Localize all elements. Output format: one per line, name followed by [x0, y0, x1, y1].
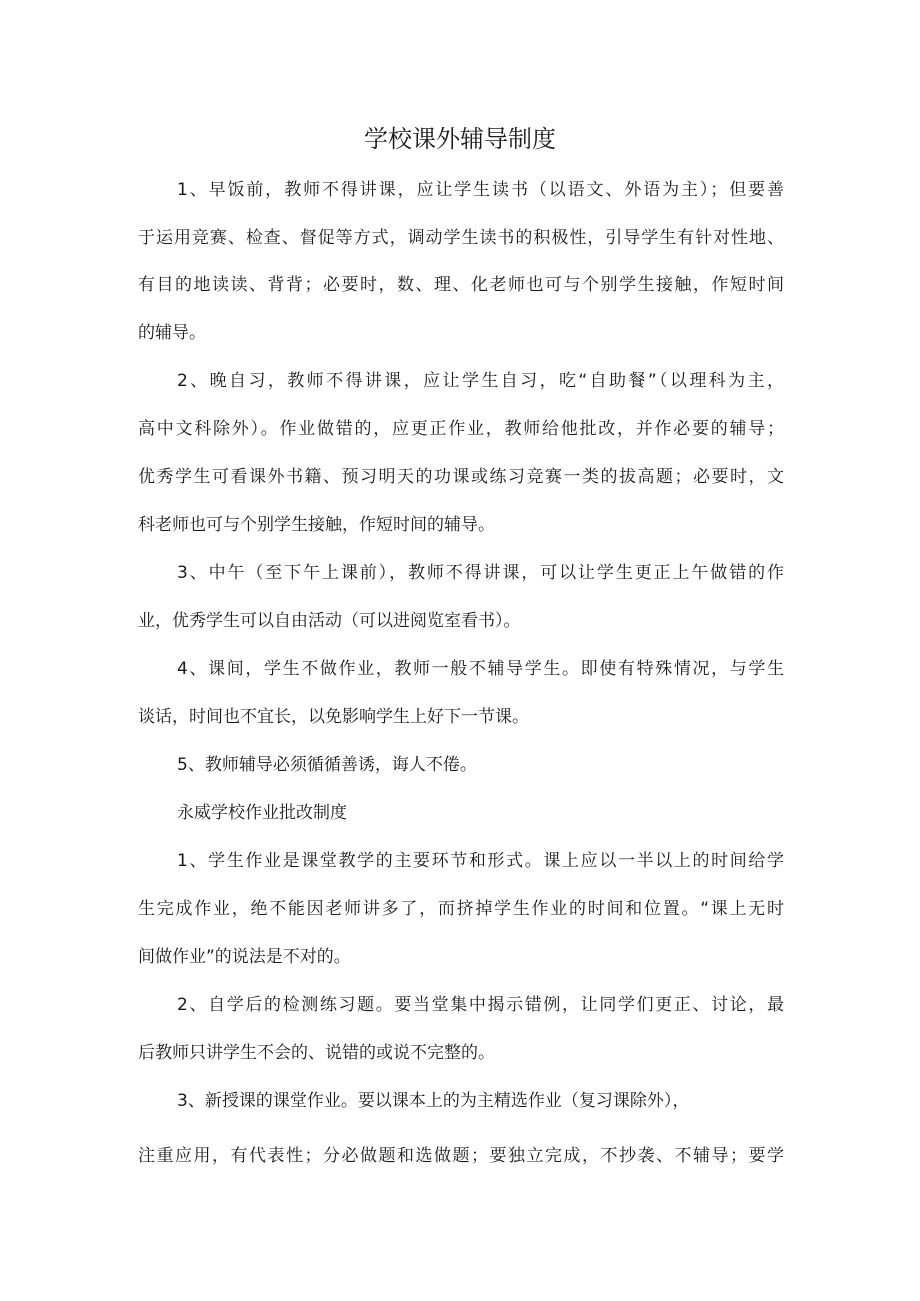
paragraph-line: 1、学生作业是课堂教学的主要环节和形式。课上应以一半以上的时间给学 [177, 851, 784, 871]
paragraph-line: 间做作业”的说法是不对的。 [138, 947, 351, 967]
paragraph-line: 生完成作业，绝不能因老师讲多了，而挤掉学生作业的时间和位置。“课上无时 [138, 899, 784, 919]
paragraph-line: 5、教师辅导必须循循善诱，诲人不倦。 [177, 755, 477, 775]
paragraph-line: 业，优秀学生可以自由活动（可以进阅览室看书）。 [138, 611, 521, 631]
section-heading: 永威学校作业批改制度 [177, 803, 347, 823]
paragraph-line: 优秀学生可看课外书籍、预习明天的功课或练习竞赛一类的拔高题；必要时，文 [138, 467, 784, 487]
paragraph-line: 2、自学后的检测练习题。要当堂集中揭示错例，让同学们更正、讨论，最 [177, 995, 784, 1015]
paragraph-line: 谈话，时间也不宜长，以免影响学生上好下一节课。 [138, 707, 529, 727]
paragraph-line: 2、晚自习，教师不得讲课，应让学生自习，吃“自助餐”（以理科为主， [177, 371, 784, 391]
paragraph-line: 的辅导。 [138, 323, 206, 343]
paragraph-line: 注重应用，有代表性；分必做题和选做题；要独立完成，不抄袭、不辅导；要学 [138, 1146, 784, 1166]
paragraph-line: 科老师也可与个别学生接触，作短时间的辅导。 [138, 515, 495, 535]
paragraph-line: 3、新授课的课堂作业。要以课本上的为主精选作业（复习课除外）， [177, 1091, 690, 1111]
paragraph-line: 于运用竞赛、检查、督促等方式，调动学生读书的积极性，引导学生有针对性地、 [138, 228, 784, 248]
paragraph-line: 高中文科除外）。作业做错的，应更正作业，教师给他批改，并作必要的辅导； [138, 419, 784, 439]
paragraph-line: 后教师只讲学生不会的、说错的或说不完整的。 [138, 1043, 495, 1063]
paragraph-line: 1、早饭前，教师不得讲课，应让学生读书（以语文、外语为主）；但要善 [177, 180, 784, 200]
paragraph-line: 3、中午（至下午上课前），教师不得讲课，可以让学生更正上午做错的作 [177, 563, 784, 583]
paragraph-line: 4、课间，学生不做作业，教师一般不辅导学生。即使有特殊情况，与学生 [177, 659, 784, 679]
paragraph-line: 有目的地读读、背背；必要时，数、理、化老师也可与个别学生接触，作短时间 [138, 275, 784, 295]
document-title: 学校课外辅导制度 [364, 125, 556, 153]
